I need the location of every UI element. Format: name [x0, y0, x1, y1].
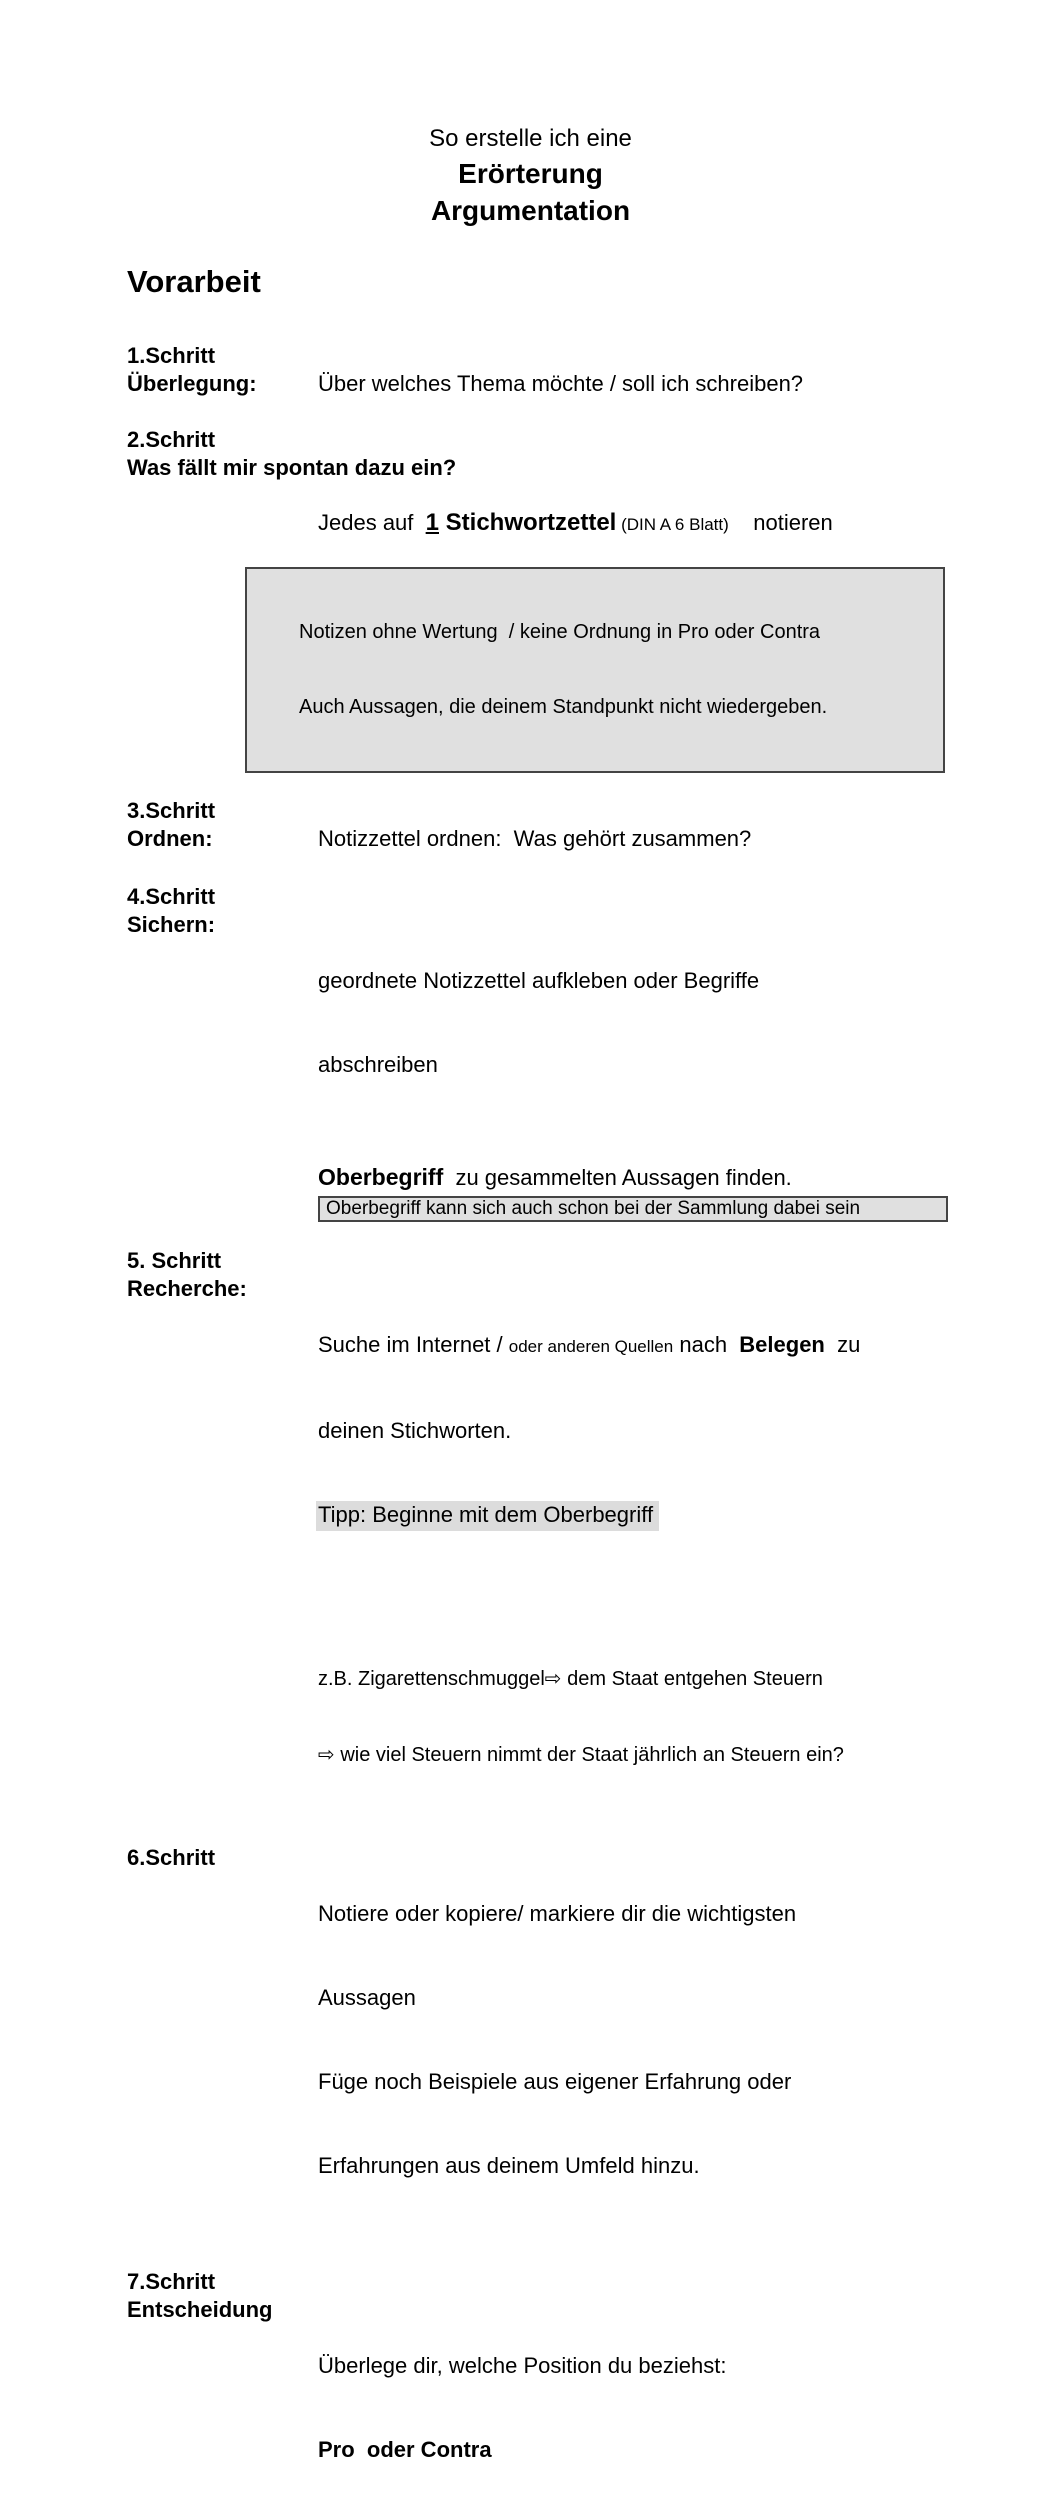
step-5-text-line-1 — [318, 1331, 860, 1361]
step-7-pro-contra: Pro oder Contra — [318, 2437, 492, 2462]
step-5-tip-line — [318, 1501, 860, 1531]
notes-info-line-2: Auch Aussagen, die deinem Standpunkt nicht wiedergeben. — [299, 696, 828, 718]
search-text-post: zu — [824, 1332, 861, 1357]
arrow-right-icon: ⇨ — [318, 1742, 335, 1766]
step-7-text-line-1: Überlege dir, welche Position du beziehst: — [318, 2353, 727, 2378]
step-7-label: Entscheidung — [127, 2297, 273, 2322]
step-3-text: Notizzettel ordnen: Was gehört zusammen? — [318, 826, 752, 851]
arrow-right-icon: ⇨ — [544, 1666, 562, 1690]
note-number-one: 1 — [425, 509, 439, 536]
step-6-text-line-4: Erfahrungen aus deinem Umfeld hinzu. — [318, 2153, 700, 2178]
step-6-text-line-1: Notiere oder kopiere/ markiere dir die wichtigsten — [318, 1901, 797, 1926]
example-line-1 — [318, 1666, 978, 1692]
search-keyword-belegen: Belegen — [739, 1332, 825, 1357]
step-4-number: 4.Schritt — [127, 884, 216, 909]
step-1-label: Überlegung: — [127, 371, 257, 396]
step-6-text — [318, 1844, 796, 2236]
step-6 — [127, 1844, 1061, 2236]
tip-highlight: Tipp: Beginne mit dem Oberbegriff — [316, 1501, 659, 1531]
note-text-pre: Jedes auf — [318, 510, 426, 535]
notes-info-line-1: Notizen ohne Wertung / keine Ordnung in Pro oder Contra — [299, 621, 821, 643]
step-4-text — [318, 911, 759, 1135]
example-line-1-text: z.B. Zigarettenschmuggel — [318, 1668, 545, 1690]
example-block — [318, 1616, 978, 1818]
step-1-number: 1.Schritt — [127, 343, 216, 368]
step-5-text — [318, 1275, 860, 1587]
oberbegriff-info-box: Oberbegriff kann sich auch schon bei der Sammlung dabei sein — [318, 1196, 948, 1222]
search-text-pre: Suche im Internet / — [318, 1332, 509, 1357]
step-7 — [127, 2268, 1061, 2520]
note-text-post: notieren — [728, 510, 833, 535]
step-3-number: 3.Schritt — [127, 798, 216, 823]
title-line-3: Argumentation — [430, 195, 631, 226]
example-line-2-text: wie viel Steuern nimmt der Staat jährlich an Steuern ein? — [334, 1744, 844, 1766]
note-format-hint: (DIN A 6 Blatt) — [616, 515, 729, 534]
title-line-2: Erörterung — [458, 158, 603, 189]
step-5-number: 5. Schritt — [127, 1248, 222, 1273]
oberbegriff-line — [318, 1162, 1061, 1193]
step-3-label: Ordnen: — [127, 826, 213, 851]
step-4-label: Sichern: — [127, 912, 216, 937]
step-2-number: 2.Schritt — [127, 427, 216, 452]
step-7-text — [318, 2296, 726, 2520]
step-6-number: 6.Schritt — [127, 1845, 216, 1870]
search-text-small: oder anderen Quellen — [508, 1337, 674, 1356]
example-line-2 — [318, 1742, 978, 1768]
step-4-text-line-2: abschreiben — [318, 1052, 438, 1077]
step-1-text: Über welches Thema möchte / soll ich schreiben? — [318, 371, 804, 396]
step-2-question: Was fällt mir spontan dazu ein? — [127, 455, 457, 480]
example-line-1-result: dem Staat entgehen Steuern — [561, 1668, 823, 1690]
step-4-text-line-1: geordnete Notizzettel aufkleben oder Begriffe — [318, 968, 760, 993]
step-6-text-line-3: Füge noch Beispiele aus eigener Erfahrung oder — [318, 2069, 792, 2094]
oberbegriff-rest: zu gesammelten Aussagen finden. — [443, 1165, 792, 1190]
step-2-note — [318, 508, 1061, 540]
step-1 — [127, 342, 1061, 398]
step-5-label: Recherche: — [127, 1276, 247, 1301]
step-2 — [127, 426, 1061, 482]
step-6-text-line-2: Aussagen — [318, 1985, 416, 2010]
document-title — [0, 122, 1061, 229]
oberbegriff-keyword: Oberbegriff — [318, 1164, 444, 1190]
note-keyword: Stichwortzettel — [439, 509, 617, 536]
section-heading-vorarbeit: Vorarbeit — [127, 264, 261, 299]
step-5 — [127, 1247, 1061, 1587]
notes-info-box — [245, 567, 945, 773]
step-4 — [127, 883, 1061, 1135]
step-7-number: 7.Schritt — [127, 2269, 216, 2294]
search-text-mid: nach — [673, 1332, 740, 1357]
title-line-1: So erstelle ich eine — [429, 125, 632, 152]
step-3 — [127, 797, 1061, 853]
step-5-text-line-2: deinen Stichworten. — [318, 1418, 512, 1443]
